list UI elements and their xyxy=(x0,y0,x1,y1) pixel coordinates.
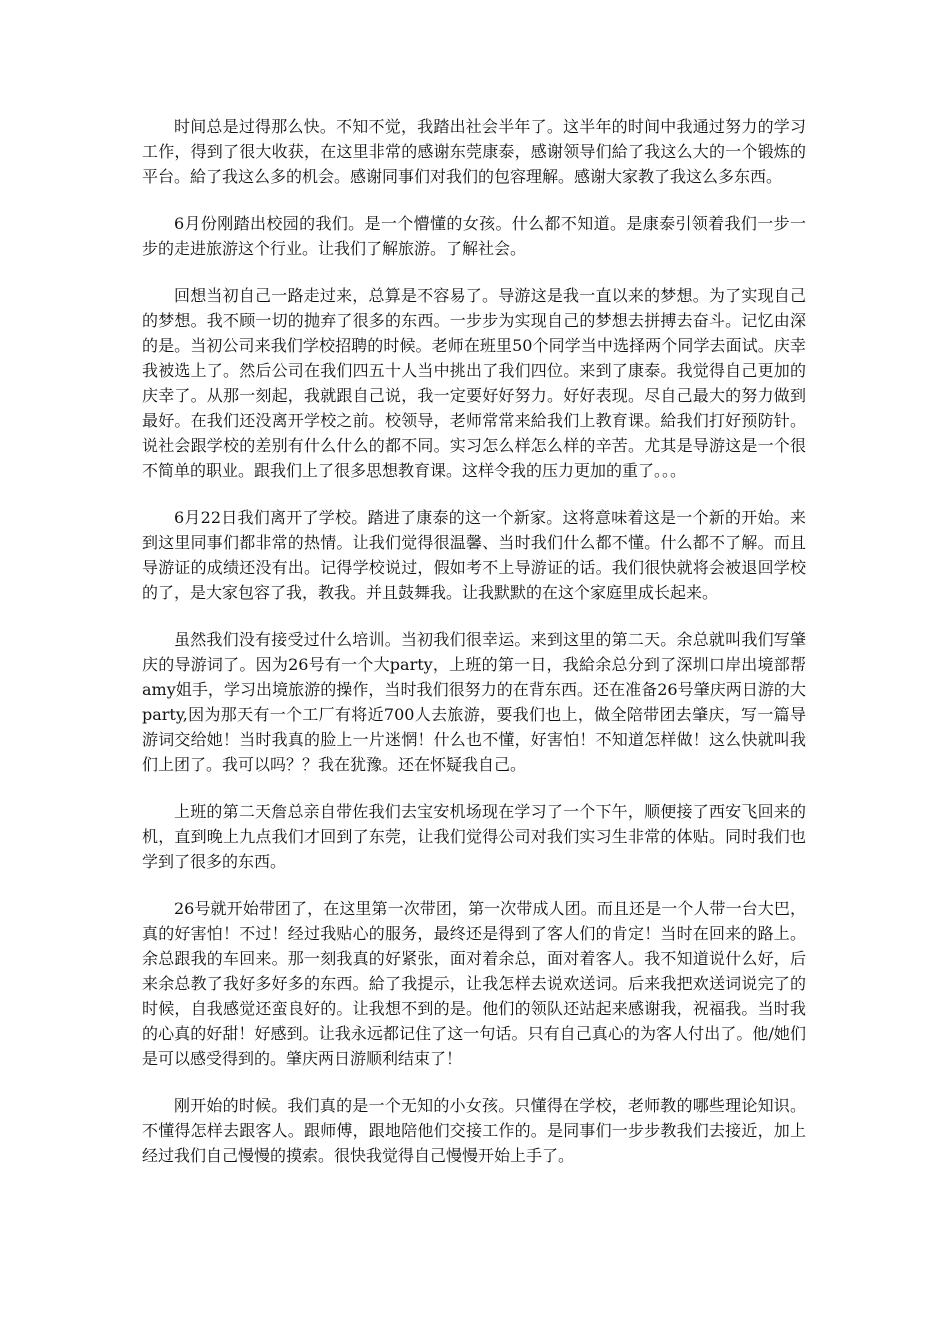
paragraph-4: 6月22日我们离开了学校。踏进了康泰的这一个新家。这将意味着这是一个新的开始。来到这里同事们都非常的热情。让我们觉得很温馨、当时我们什么都不懂。什么都不了解。而且导游证的成绩还没有出。记得学校说过，假如考不上导游证的话。我们很快就将会被退回学校的了，是大家包容了我，教我。并且鼓舞我。让我默默的在这个家庭里成长起来。 xyxy=(142,508,806,602)
paragraph-1: 时间总是过得那么快。不知不觉，我踏出社会半年了。这半年的时间中我通过努力的学习工作，得到了很大收获，在这里非常的感谢东莞康泰，感谢领导们給了我这么大的一个锻炼的平台。給了我这么多的机会。感谢同事们对我们的包容理解。感谢大家教了我这么多东西。 xyxy=(142,117,806,186)
paragraph-8: 刚开始的时候。我们真的是一个无知的小女孩。只懂得在学校，老师教的哪些理论知识。不懂得怎样去跟客人。跟师傅，跟地陪他们交接工作的。是同事们一步步教我们去接近，加上经过我们自己慢慢的摸索。很快我觉得自己慢慢开始上手了。 xyxy=(142,1096,806,1165)
paragraph-6: 上班的第二天詹总亲自带佐我们去宝安机场现在学习了一个下午，顺便接了西安飞回来的机，直到晚上九点我们才回到了东莞，让我们觉得公司对我们实习生非常的体贴。同时我们也学到了很多的东西。 xyxy=(142,802,806,871)
paragraph-7: 26号就开始带团了，在这里第一次带团，第一次带成人团。而且还是一个人带一台大巴，真的好害怕！不过！经过我贴心的服务，最终还是得到了客人们的肯定！当时在回来的路上。余总跟我的车回来。那一刻我真的好紧张，面对着余总，面对着客人。我不知道说什么好，后来余总教了我好多好多的东西。給了我提示，让我怎样去说欢送词。后来我把欢送词说完了的时候，自我感觉还蛮良好的。让我想不到的是。他们的领队还站起来感谢我，祝福我。当时我的心真的好甜！好感到。让我永远都记住了这一句话。只有自己真心的为客人付出了。他/她们是可以感受得到的。肇庆两日游顺利结束了！ xyxy=(142,899,806,1068)
paragraph-2: 6月份刚踏出校园的我们。是一个懵懂的女孩。什么都不知道。是康泰引领着我们一步一步的走进旅游这个行业。让我们了解旅游。了解社会。 xyxy=(142,214,806,258)
paragraph-3: 回想当初自己一路走过来，总算是不容易了。导游这是我一直以来的梦想。为了实现自己的梦想。我不顾一切的抛弃了很多的东西。一步步为实现自己的梦想去拼搏去奋斗。记忆由深的是。当初公司来我们学校招聘的时候。老师在班里50个同学当中选择两个同学去面试。庆幸我被选上了。然后公司在我们四五十人当中挑出了我们四位。来到了康泰。我觉得自己更加的庆幸了。从那一刻起，我就跟自己说，我一定要好好努力。好好表现。尽自己最大的努力做到最好。在我们还没离开学校之前。校领导，老师常常来給我们上教育课。給我们打好预防针。说社会跟学校的差别有什么什么的都不同。实习怎么样怎么样的辛苦。尤其是导游这是一个很不简单的职业。跟我们上了很多思想教育课。这样令我的压力更加的重了。。。 xyxy=(142,286,806,480)
paragraph-5: 虽然我们没有接受过什么培训。当初我们很幸运。来到这里的第二天。余总就叫我们写肇庆的导游词了。因为26号有一个大party，上班的第一日，我給余总分到了深圳口岸出境部帮amy姐手，学习出境旅游的操作，当时我们很努力的在背东西。还在准备26号肇庆两日游的大party,因为那天有一个工厂有将近700人去旅游，要我们也上，做全陪带团去肇庆，写一篇导游词交给她！当时我真的脸上一片迷惘！什么也不懂，好害怕！不知道怎样做！这么快就叫我们上团了。我可以吗？？我在犹豫。还在怀疑我自己。 xyxy=(142,630,806,774)
document-body xyxy=(142,114,806,1190)
